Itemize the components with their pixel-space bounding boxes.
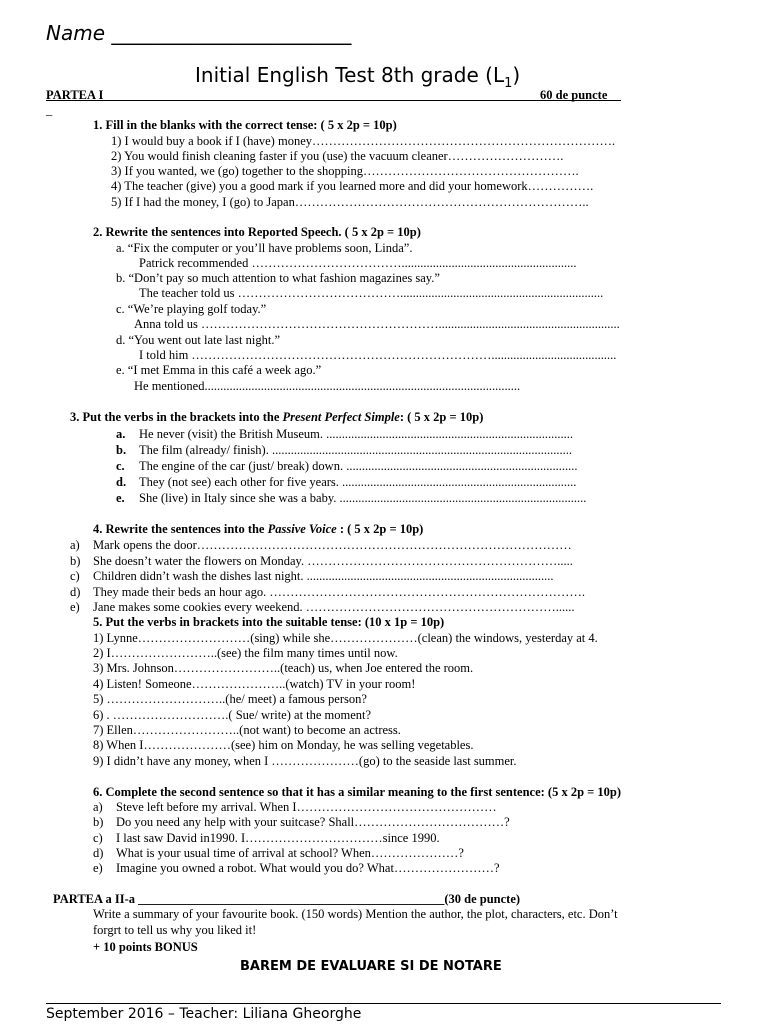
ex2-quote: d. “You went out late last night.”: [116, 333, 280, 347]
ex4-heading-post: : ( 5 x 2p = 10p): [336, 522, 424, 536]
ex2-answer: The teacher told us ………………………………….................................................................: [139, 286, 604, 300]
ex4-letter: b): [70, 554, 81, 568]
ex3-item: They (not see) each other for five years. ...........................................................................: [139, 475, 577, 489]
ex5-item: 4) Listen! Someone…………………..(watch) TV in your room!: [93, 677, 416, 691]
ex3-heading-pre: 3. Put the verbs in the brackets into the: [70, 410, 283, 424]
ex2-quote: a. “Fix the computer or you’ll have problems soon, Linda”.: [116, 241, 413, 255]
ex6-letter: a): [93, 800, 103, 814]
ex4-item: They made their beds an hour ago. ………………………………………………………………….: [93, 585, 585, 599]
ex2-quote: c. “We’re playing golf today.”: [116, 302, 267, 316]
ex3-heading: [70, 410, 483, 425]
ex3-item: He never (visit) the British Museum. ...............................................................................: [139, 427, 573, 441]
ex5-item: 2) I……………………..(see) the film many times until now.: [93, 646, 398, 660]
ex3-letter: d.: [116, 475, 127, 489]
ex2-quote: b. “Don’t pay so much attention to what fashion magazines say.”: [116, 271, 440, 285]
ex4-item: Jane makes some cookies every weekend. ……………………………………………………......: [93, 600, 575, 614]
ex6-letter: c): [93, 831, 103, 845]
ex3-letter: a.: [116, 427, 126, 441]
ex6-item: Imagine you owned a robot. What would you do? What……………………?: [116, 861, 500, 875]
part2-instruction: forgrt to tell us why you liked it!: [93, 923, 257, 937]
part-a-rule: [46, 100, 621, 101]
ex5-heading: 5. Put the verbs in brackets into the suitable tense: (10 x 1p = 10p): [93, 615, 445, 629]
ex4-item: Mark opens the door………………………………………………………………………………: [93, 538, 572, 552]
ex6-item: I last saw David in1990. I……………………………since 1990.: [116, 831, 440, 845]
title-subscript: 1: [504, 76, 513, 91]
ex6-letter: e): [93, 861, 103, 875]
ex3-item: She (live) in Italy since she was a baby. ...............................................................................: [139, 491, 587, 505]
ex2-answer: I told him ………………………………………………………………........................................: [139, 348, 617, 362]
part-a-dash: _: [46, 103, 53, 117]
ex5-item: 6) . ……………………….( Sue/ write) at the moment?: [93, 708, 372, 722]
name-line: Name ________________________: [46, 21, 352, 45]
ex3-heading-em: Present Perfect Simple: [282, 410, 400, 424]
ex3-item: The engine of the car (just/ break) down. ..........................................................................: [139, 459, 578, 473]
title-text: Initial English Test 8th grade (L: [195, 63, 505, 87]
ex5-item: 7) Ellen……………………..(not want) to become an actress.: [93, 723, 401, 737]
ex1-item: 2) You would finish cleaning faster if you (use) the vacuum cleaner……………………….: [111, 149, 564, 163]
barem-heading: BAREM DE EVALUARE SI DE NOTARE: [240, 959, 502, 974]
ex6-item: Steve left before my arrival. When I…………………………………………: [116, 800, 497, 814]
ex4-heading-em: Passive Voice: [267, 522, 337, 536]
ex6-item: What is your usual time of arrival at school? When…………………?: [116, 846, 464, 860]
ex5-item: 9) I didn’t have any money, when I …………………(go) to the seaside last summer.: [93, 754, 517, 768]
ex4-heading-pre: 4. Rewrite the sentences into the: [93, 522, 268, 536]
ex1-item: 4) The teacher (give) you a good mark if you learned more and did your homework…………….: [111, 179, 594, 193]
ex1-item: 5) If I had the money, I (go) to Japan……………………………………………………………..: [111, 195, 589, 209]
ex5-item: 5) ………………………..(he/ meet) a famous person?: [93, 692, 367, 706]
ex2-heading: 2. Rewrite the sentences into Reported Speech. ( 5 x 2p = 10p): [93, 225, 421, 239]
footer-text: September 2016 – Teacher: Liliana Gheorghe: [46, 1006, 362, 1022]
ex6-letter: b): [93, 815, 104, 829]
bonus-label: + 10 points BONUS: [93, 940, 198, 954]
ex2-answer: He mentioned.....................................................................................................: [134, 379, 521, 393]
ex5-item: 8) When I…………………(see) him on Monday, he was selling vegetables.: [93, 738, 474, 752]
ex4-letter: d): [70, 585, 81, 599]
ex4-letter: a): [70, 538, 80, 552]
ex3-letter: c.: [116, 459, 125, 473]
ex2-answer: Anna told us …………………………………………………..........................................................: [134, 317, 620, 331]
ex4-letter: e): [70, 600, 80, 614]
part-a-label: PARTEA I: [46, 88, 104, 102]
ex3-heading-post: : ( 5 x 2p = 10p): [399, 410, 484, 424]
ex5-item: 1) Lynne………………………(sing) while she…………………(clean) the windows, yesterday at 4.: [93, 631, 598, 645]
ex3-letter: e.: [116, 491, 125, 505]
ex4-heading: [93, 522, 423, 537]
ex6-letter: d): [93, 846, 104, 860]
ex3-item: The film (already/ finish). ................................................................................................: [139, 443, 572, 457]
part2-heading: PARTEA a II-a _________________________________________________(30 de puncte): [53, 892, 521, 906]
ex1-heading: 1. Fill in the blanks with the correct tense: ( 5 x 2p = 10p): [93, 118, 397, 132]
ex4-item: Children didn’t wash the dishes last night. ...............................................................................: [93, 569, 554, 583]
ex5-item: 3) Mrs. Johnson……………………..(teach) us, when Joe entered the room.: [93, 661, 474, 675]
ex6-heading: 6. Complete the second sentence so that it has a similar meaning to the first sentence: (5 x 2p = 10p): [93, 785, 622, 799]
ex3-letter: b.: [116, 443, 127, 457]
ex2-answer: Patrick recommended ………………………………........................................................: [139, 256, 577, 270]
ex1-item: 3) If you wanted, we (go) together to the shopping…………………………………………….: [111, 164, 579, 178]
ex2-quote: e. “I met Emma in this café a week ago.”: [116, 363, 322, 377]
ex4-item: She doesn’t water the flowers on Monday. …………………………………………………….....: [93, 554, 573, 568]
ex1-item: 1) I would buy a book if I (have) money……………………………………………………………….: [111, 134, 616, 148]
page-title: [195, 62, 520, 97]
title-end: ): [512, 63, 521, 87]
part2-instruction: Write a summary of your favourite book. (150 words) Mention the author, the plot, characters, etc. Don’t: [93, 907, 618, 921]
ex4-letter: c): [70, 569, 80, 583]
ex6-item: Do you need any help with your suitcase? Shall………………………………?: [116, 815, 510, 829]
part-a-points: 60 de puncte: [540, 88, 608, 102]
footer-rule: [46, 1003, 721, 1004]
